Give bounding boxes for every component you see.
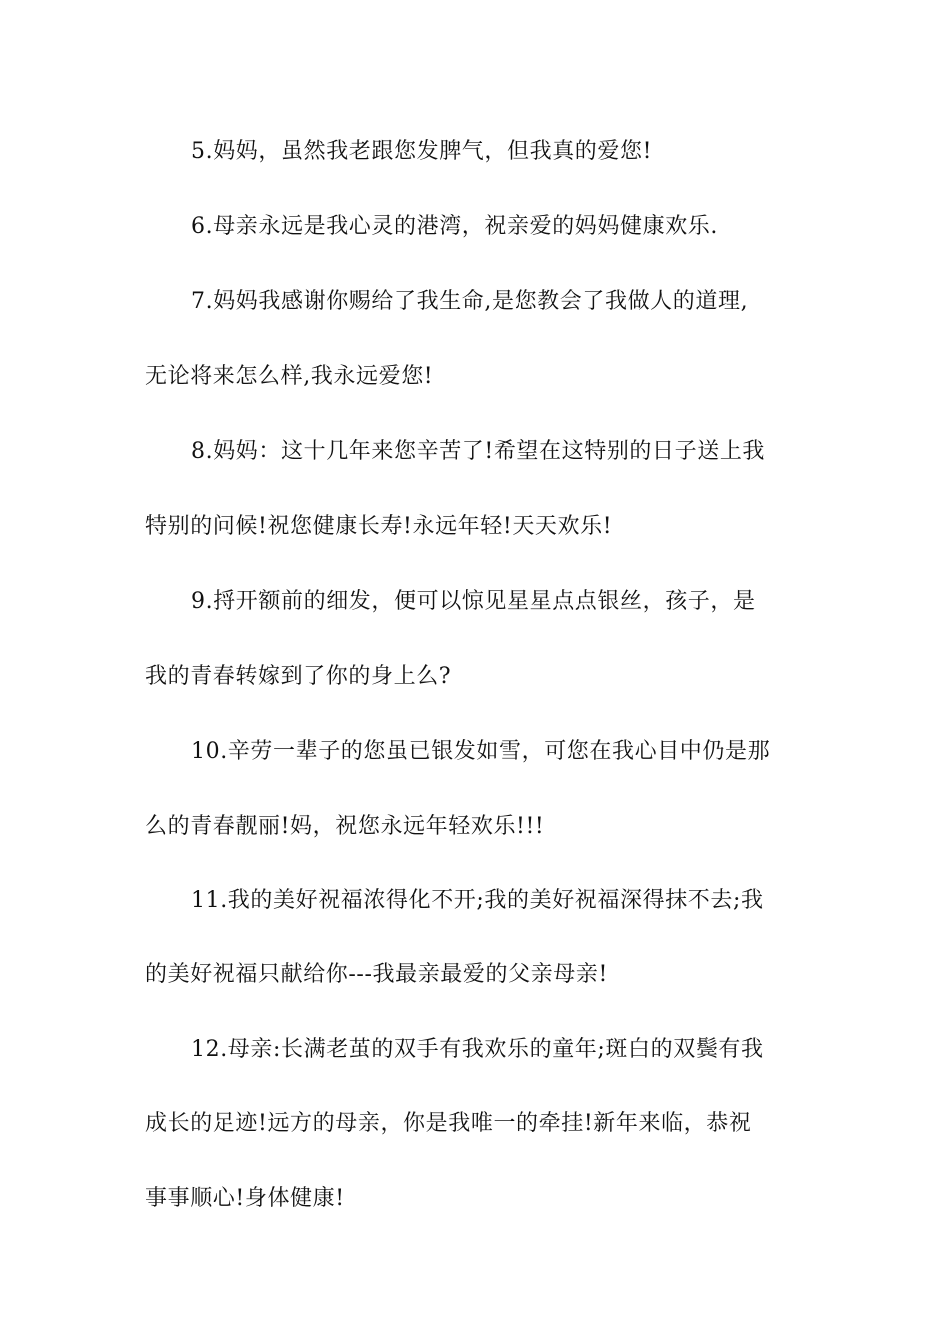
text-line: 么的青春靓丽!妈，祝您永远年轻欢乐!!! — [145, 814, 545, 839]
text-line: 成长的足迹!远方的母亲，你是我唯一的牵挂!新年来临，恭祝 — [145, 1111, 752, 1136]
text-line: 9.捋开额前的细发，便可以惊见星星点点银丝，孩子，是 — [191, 589, 756, 614]
text-line: 8.妈妈：这十几年来您辛苦了!希望在这特别的日子送上我 — [191, 439, 766, 464]
text-line: 无论将来怎么样,我永远爱您! — [145, 364, 434, 389]
text-line: 10.辛劳一辈子的您虽已银发如雪，可您在我心目中仍是那 — [191, 739, 771, 764]
text-line: 的美好祝福只献给你---我最亲最爱的父亲母亲! — [145, 962, 608, 987]
text-line: 我的青春转嫁到了你的身上么? — [145, 664, 452, 689]
text-line: 11.我的美好祝福浓得化不开;我的美好祝福深得抹不去;我 — [191, 888, 764, 913]
text-line: 12.母亲:长满老茧的双手有我欢乐的童年;斑白的双鬓有我 — [191, 1037, 764, 1062]
text-line: 5.妈妈，虽然我老跟您发脾气，但我真的爱您! — [191, 139, 653, 164]
text-line: 事事顺心!身体健康! — [145, 1186, 345, 1211]
text-line: 特别的问候!祝您健康长寿!永远年轻!天天欢乐! — [145, 514, 613, 539]
text-line: 7.妈妈我感谢你赐给了我生命,是您教会了我做人的道理, — [191, 289, 749, 314]
text-line: 6.母亲永远是我心灵的港湾，祝亲爱的妈妈健康欢乐. — [191, 214, 718, 239]
